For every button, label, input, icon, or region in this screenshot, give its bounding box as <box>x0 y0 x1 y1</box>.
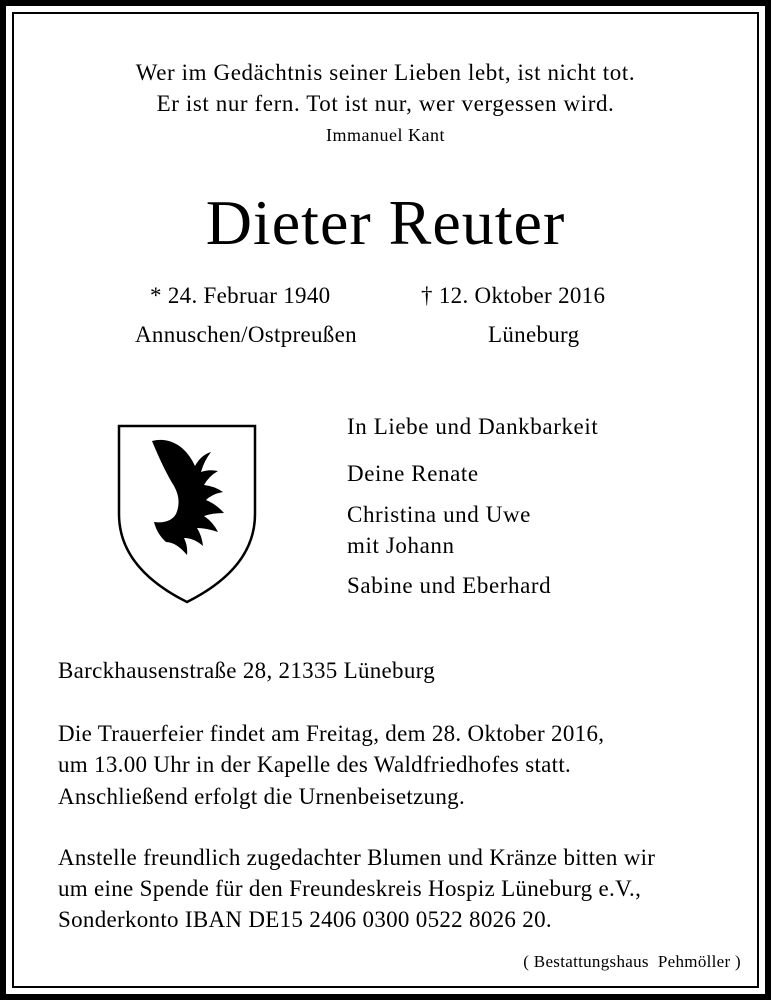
donation-line-1: Anstelle freundlich zugedachter Blumen und Kränze bitten wir <box>58 845 656 870</box>
coat-of-arms-icon <box>116 422 258 604</box>
death-date: † 12. Oktober 2016 <box>421 283 606 308</box>
mourners-intro: In Liebe und Dankbarkeit <box>347 414 599 439</box>
ceremony-line-1: Die Trauerfeier findet am Freitag, dem 28. Oktober 2016, <box>58 721 605 746</box>
mourner-name: Deine Renate <box>347 461 479 486</box>
mourner-name: Sabine und Eberhard <box>347 573 552 598</box>
address: Barckhausenstraße 28, 21335 Lüneburg <box>58 658 436 683</box>
deceased-name: Dieter Reuter <box>205 187 566 258</box>
ceremony-line-3: Anschließend erfolgt die Urnenbeisetzung. <box>58 784 466 809</box>
mourner-name: Christina und Uwe <box>347 502 531 527</box>
quote-line-1: Wer im Gedächtnis seiner Lieben lebt, ist nicht tot. <box>135 60 636 85</box>
birth-place: Annuschen/Ostpreußen <box>135 322 357 347</box>
donation-line-2: um eine Spende für den Freundeskreis Hospiz Lüneburg e.V., <box>58 876 642 901</box>
funeral-home: ( Bestattungshaus Pehmöller ) <box>523 952 741 971</box>
ceremony-line-2: um 13.00 Uhr in der Kapelle des Waldfriedhofes statt. <box>58 752 572 777</box>
quote-line-2: Er ist nur fern. Tot ist nur, wer vergessen wird. <box>156 91 615 116</box>
mourner-name: mit Johann <box>347 533 455 558</box>
birth-date: * 24. Februar 1940 <box>150 283 331 308</box>
death-place: Lüneburg <box>488 322 580 347</box>
donation-line-3: Sonderkonto IBAN DE15 2406 0300 0522 8026 20. <box>58 907 552 932</box>
quote-author: Immanuel Kant <box>326 125 445 145</box>
